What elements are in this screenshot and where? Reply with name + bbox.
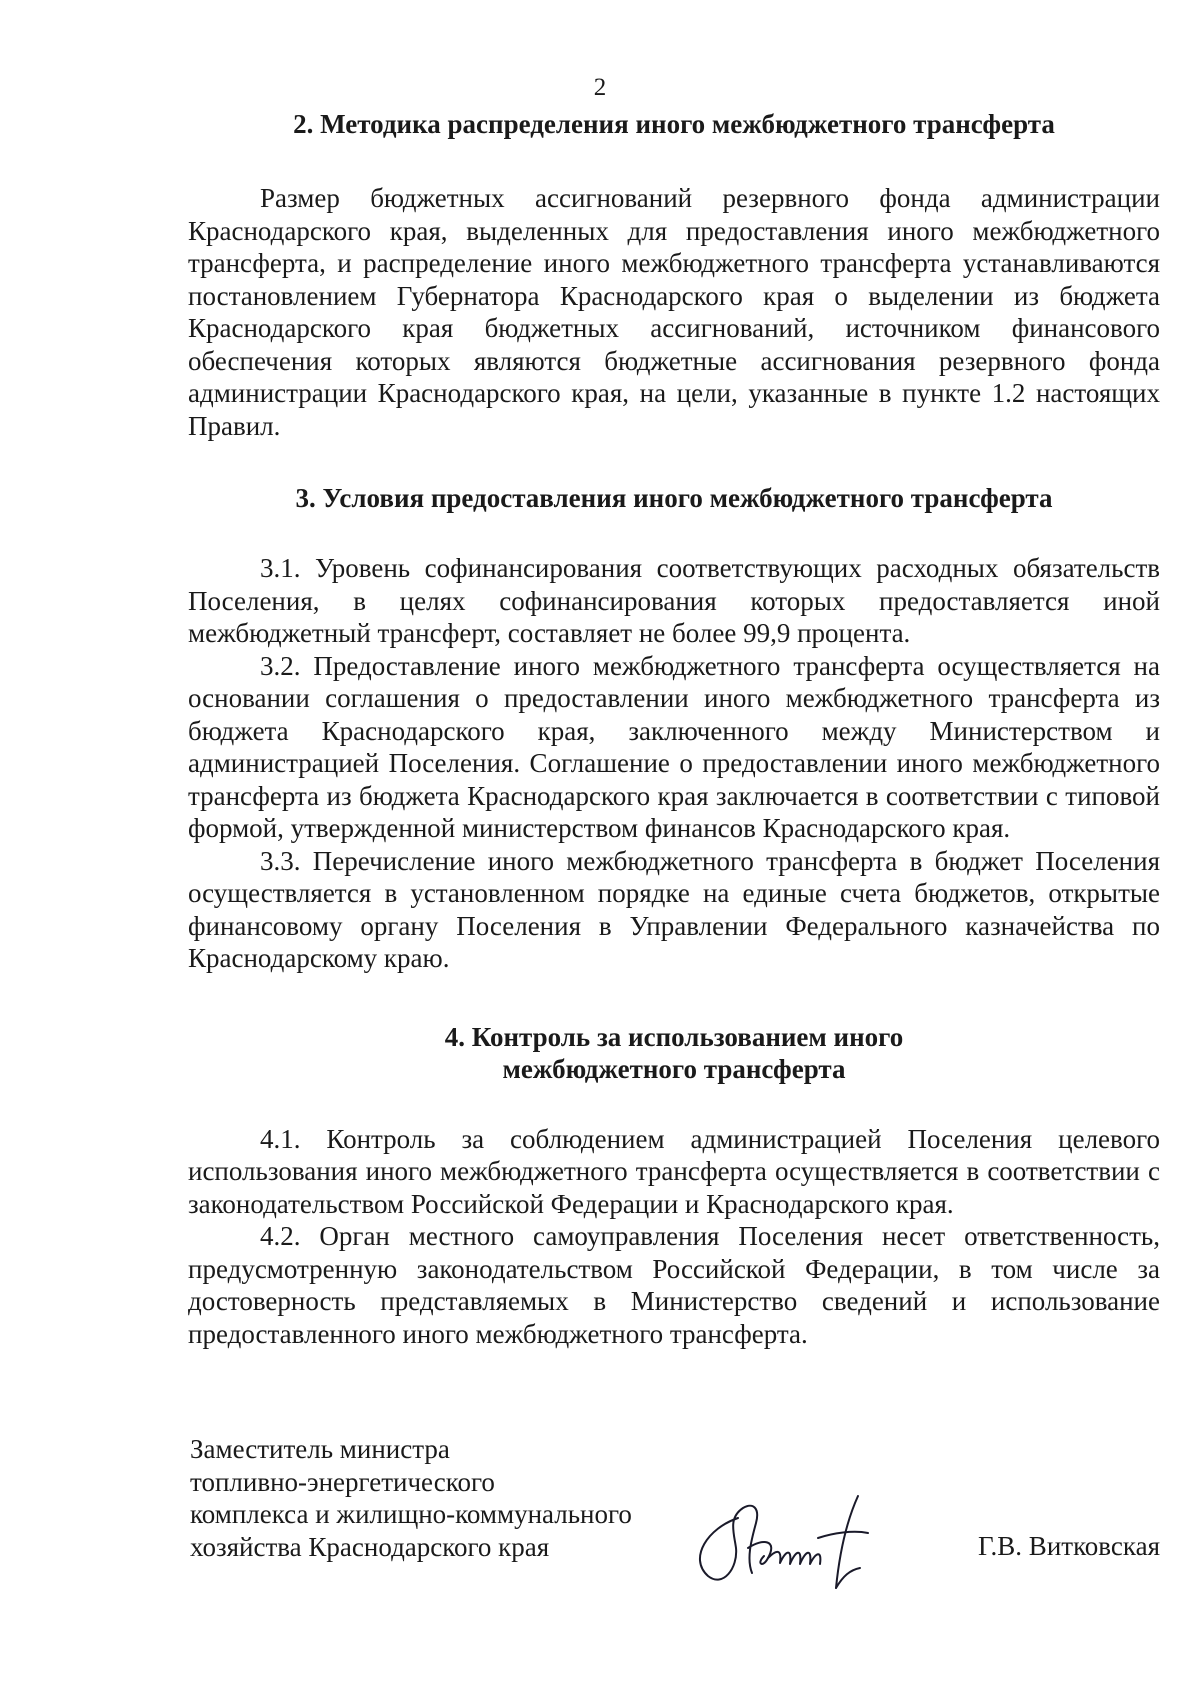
- signatory-name: Г.В. Витковская: [977, 1531, 1160, 1561]
- document-body: [188, 100, 1160, 1350]
- page-number: 2: [593, 74, 607, 101]
- signatory-title-line: топливно-энергетического: [190, 1466, 495, 1497]
- signatory-title: [190, 1433, 670, 1563]
- handwritten-signature: [668, 1478, 888, 1598]
- signatory-title-line: хозяйства Краснодарского края: [190, 1531, 550, 1562]
- section-3-2-paragraph: 3.2. Предоставление иного межбюджетного трансферта осуществляется на основании соглашения о предоставлении иного межбюджетного трансферта из бюджета Краснодарского края, заключенного между Министерством и администрацией Поселения. Соглашение о предоставлении иного межбюджетного трансферта из бюджета Краснодарского края заключается в соответствии с типовой формой, утвержденной министерством финансов Краснодарского края.: [188, 650, 1160, 843]
- signatory-title-line: комплекса и жилищно-коммунального: [190, 1499, 632, 1529]
- section-2-heading: 2. Методика распределения иного межбюджетного трансферта: [293, 109, 1055, 139]
- section-3-heading: 3. Условия предоставления иного межбюджетного трансферта: [295, 483, 1053, 513]
- signature-block: [190, 1433, 1160, 1603]
- section-4-heading: [188, 1021, 1160, 1085]
- section-4-2-paragraph: 4.2. Орган местного самоуправления Поселения несет ответственность, предусмотренную законодательством Российской Федерации, в том числе за достоверность представляемых в Министерство сведений и использование предоставленного иного межбюджетного трансферта.: [188, 1221, 1160, 1349]
- signatory-title-line: Заместитель министра: [190, 1434, 450, 1464]
- section-4-heading-line-1: 4. Контроль за использованием иного: [444, 1021, 904, 1052]
- section-3-3-paragraph: 3.3. Перечисление иного межбюджетного трансферта в бюджет Поселения осуществляется в установленном порядке на единые счета бюджетов, открытые финансовому органу Поселения в Управлении Федерального казначейства по Краснодарскому краю.: [188, 845, 1160, 973]
- section-4-1-paragraph: 4.1. Контроль за соблюдением администрацией Поселения целевого использования иного межбюджетного трансферта осуществляется в соответствии с законодательством Российской Федерации и Краснодарского края.: [188, 1123, 1160, 1219]
- section-3-1-paragraph: 3.1. Уровень софинансирования соответствующих расходных обязательств Поселения, в целях софинансирования которых предоставляется иной межбюджетный трансферт, составляет не более 99,9 процента.: [188, 553, 1160, 648]
- section-2-paragraph: Размер бюджетных ассигнований резервного фонда администрации Краснодарского края, выделенных для предоставления иного межбюджетного трансферта, и распределение иного межбюджетного трансферта устанавливаются постановлением Губернатора Краснодарского края о выделении из бюджета Краснодарского края бюджетных ассигнований, источником финансового обеспечения которых являются бюджетные ассигнования резервного фонда администрации Краснодарского края, на цели, указанные в пункте 1.2 настоящих Правил.: [188, 183, 1160, 441]
- section-4-heading-line-2: межбюджетного трансферта: [502, 1053, 846, 1084]
